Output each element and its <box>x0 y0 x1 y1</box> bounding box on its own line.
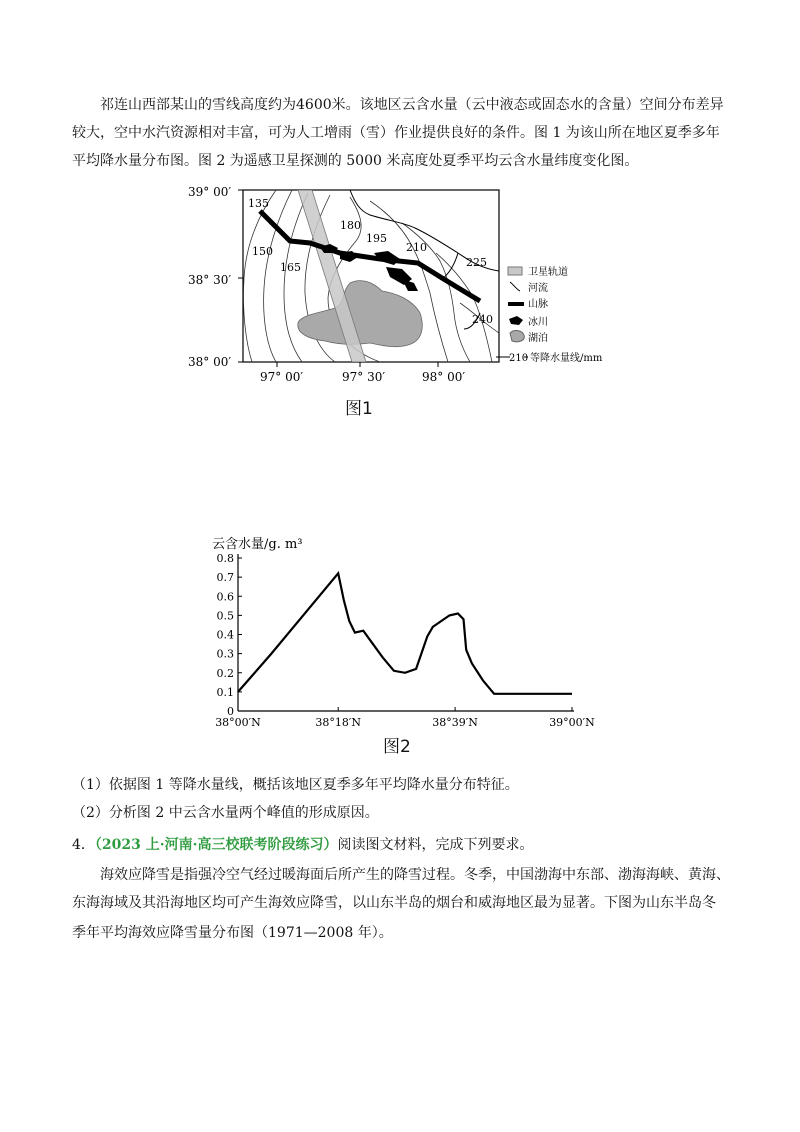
legend-isoline-label: 等降水量线/mm <box>530 353 603 364</box>
series-line-cloud-water <box>238 573 572 694</box>
y-tick-label: 0.7 <box>216 571 234 585</box>
q4-source: （2023 上·河南·高三校联考阶段练习） <box>94 837 338 853</box>
isoline-label-165: 165 <box>280 261 301 274</box>
lon-label-9800: 98° 00′ <box>422 370 466 384</box>
isoline-label-150: 150 <box>252 245 273 258</box>
legend-mountain-swatch <box>508 302 524 306</box>
legend-river-label: 河流 <box>528 283 548 294</box>
y-tick-label: 0.5 <box>216 609 234 623</box>
legend-glacier-label: 冰川 <box>528 317 548 328</box>
isoline-label-225: 225 <box>466 256 487 269</box>
q4-para-line-1: 海效应降雪是指强冷空气经过暖海面后所产生的降雪过程。冬季，中国渤海中东部、渤海海峡、黄海、 <box>100 867 730 883</box>
intro-line-3: 平均降水量分布图。图 2 为遥感卫星探测的 5000 米高度处夏季平均云含水量纬度变化图。 <box>72 153 639 169</box>
isoline-label-240: 240 <box>472 313 493 326</box>
x-tick-label: 39°00′N <box>549 716 595 729</box>
figure1-map <box>180 183 650 388</box>
figure2-caption: 图2 <box>383 737 411 757</box>
isoline-label-195: 195 <box>366 232 387 245</box>
lat-label-39: 39° 00′ <box>188 185 232 199</box>
legend-lake-label: 湖泊 <box>528 333 548 344</box>
legend-lake-swatch <box>510 331 524 342</box>
x-tick-label: 38°00′N <box>215 716 261 729</box>
isoline-label-180: 180 <box>340 219 361 232</box>
chart-y-axis-title: 云含水量/g. m³ <box>212 537 303 552</box>
y-tick-label: 0 <box>227 705 234 718</box>
figure2-chart <box>200 528 620 738</box>
q4-header <box>72 832 736 858</box>
question-1: （1）依据图 1 等降水量线，概括该地区夏季多年平均降水量分布特征。 <box>72 777 519 793</box>
legend-isoline-value: 210 <box>509 353 529 364</box>
glacier-2 <box>340 251 358 262</box>
isoline-label-135: 135 <box>248 197 269 210</box>
y-tick-label: 0.2 <box>216 666 234 680</box>
map-legend <box>496 265 603 364</box>
y-tick-label: 0.6 <box>216 590 234 604</box>
lat-label-3830: 38° 30′ <box>188 273 232 287</box>
x-tick-label: 38°18′N <box>315 716 362 729</box>
y-tick-label: 0.1 <box>216 685 234 699</box>
glacier-3 <box>374 251 400 265</box>
q4-instruction: 阅读图文材料，完成下列要求。 <box>337 837 534 853</box>
legend-river-swatch <box>510 282 520 291</box>
intro-line-2: 较大，空中水汽资源相对丰富，可为人工增雨（雪）作业提供良好的条件。图 1 为该山所在地区夏季多年 <box>72 125 720 141</box>
legend-satellite-label: 卫星轨道 <box>528 267 568 278</box>
figure1-caption: 图1 <box>345 399 373 419</box>
x-tick-label: 38°39′N <box>432 716 478 729</box>
q4-para-line-3: 季年平均海效应降雪量分布图（1971—2008 年）。 <box>72 925 393 941</box>
legend-glacier-swatch <box>509 316 523 325</box>
y-tick-label: 0.4 <box>216 628 234 642</box>
intro-line-1: 祁连山西部某山的雪线高度约为4600米。该地区云含水量（云中液态或固态水的含量）空间分布差异 <box>100 97 724 113</box>
lake <box>298 281 422 347</box>
lon-label-9730: 97° 30′ <box>342 370 386 384</box>
y-tick-label: 0.3 <box>216 647 234 661</box>
question-2: （2）分析图 2 中云含水量两个峰值的形成原因。 <box>72 805 379 821</box>
lat-label-38: 38° 00′ <box>188 355 232 369</box>
q4-number: 4． <box>72 837 95 853</box>
isoline-label-210: 210 <box>406 241 427 254</box>
glacier-5 <box>402 279 418 291</box>
legend-mountain-label: 山脉 <box>528 299 548 310</box>
q4-para-line-2: 东海海域及其沿海地区均可产生海效应降雪，以山东半岛的烟台和威海地区最为显著。下图为山东半岛冬 <box>72 895 716 911</box>
legend-satellite-swatch <box>508 267 522 275</box>
y-tick-label: 0.8 <box>216 552 234 565</box>
lon-label-9700: 97° 00′ <box>260 370 304 384</box>
